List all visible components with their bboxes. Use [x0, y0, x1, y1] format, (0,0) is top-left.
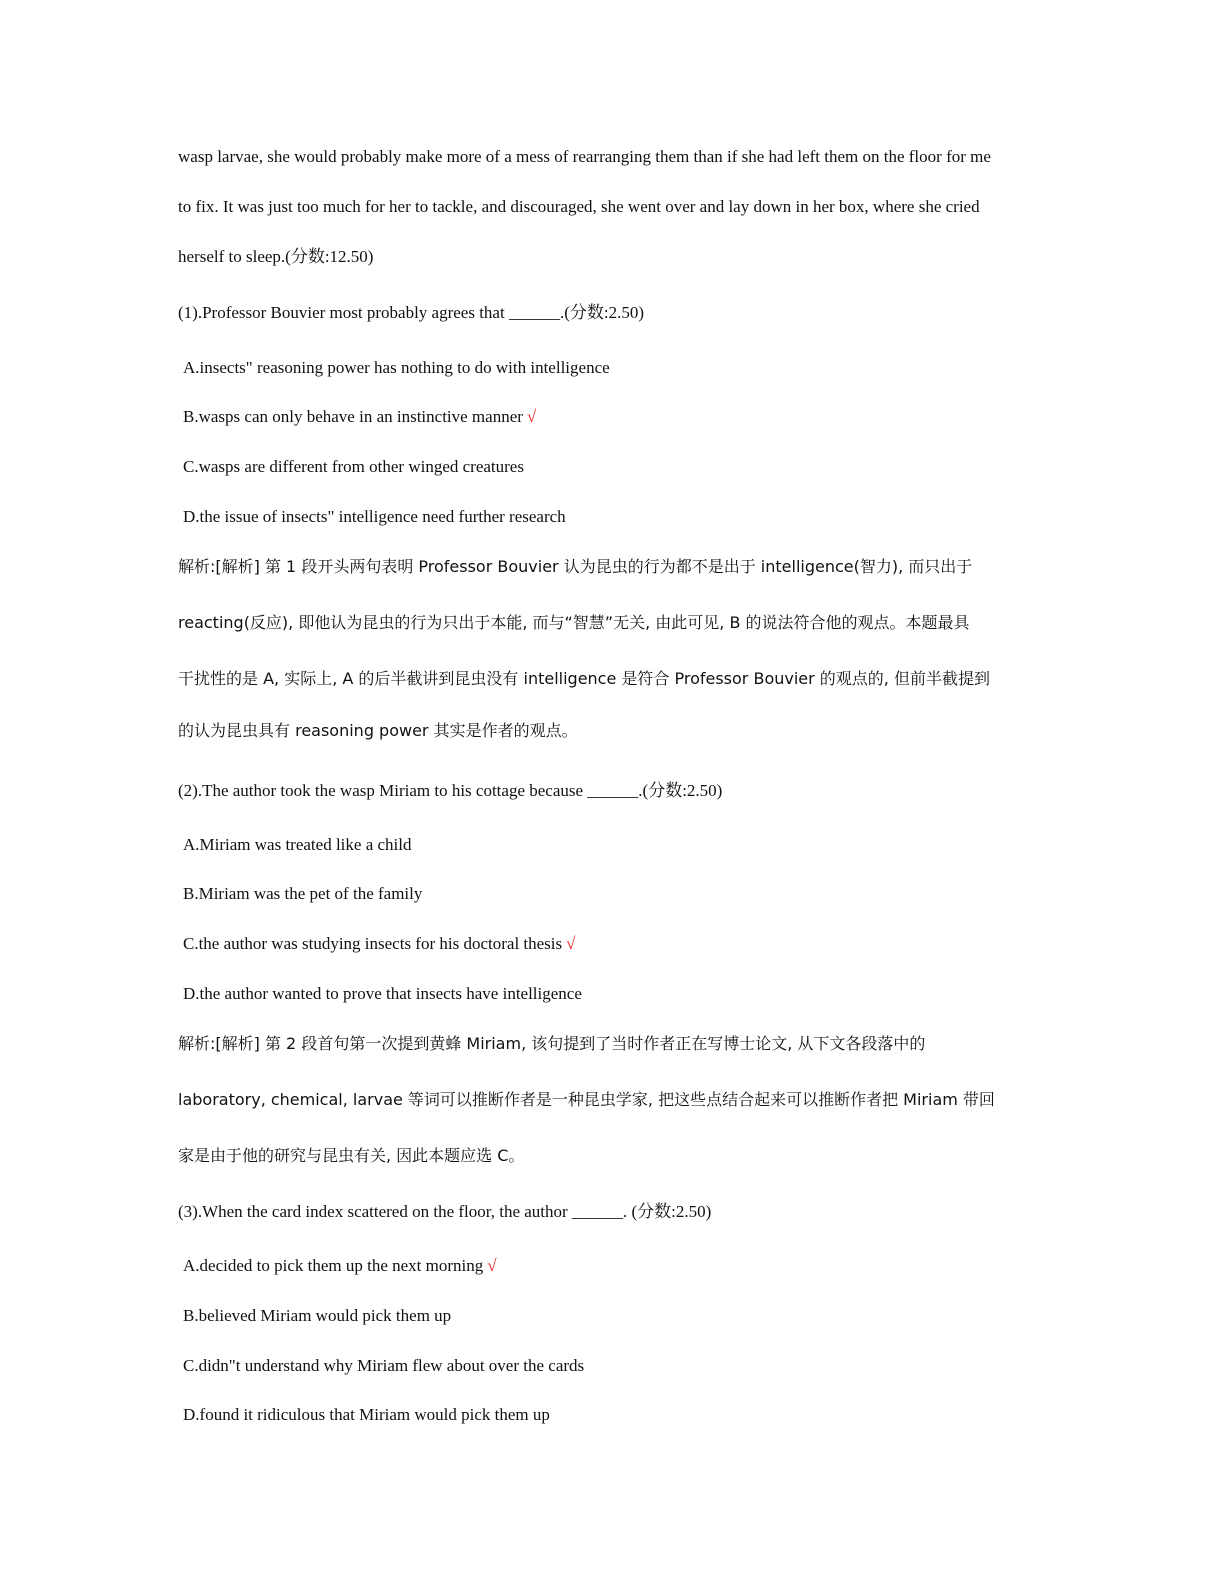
question-2-stem: (2).The author took the wasp Miriam to his cottage because ______.(分数:2.50)	[178, 781, 723, 800]
analysis-line: 家是由于他的研究与昆虫有关, 因此本题应选 C。	[178, 1146, 525, 1165]
option-2-c[interactable]: C.the author was studying insects for his doctoral thesis √	[183, 934, 576, 953]
option-2-d[interactable]: D.the author wanted to prove that insects have intelligence	[183, 984, 582, 1003]
question-3-stem: (3).When the card index scattered on the floor, the author ______. (分数:2.50)	[178, 1202, 712, 1221]
analysis-line: laboratory, chemical, larvae 等词可以推断作者是一种昆虫学家, 把这些点结合起来可以推断作者把 Miriam 带回	[178, 1090, 995, 1109]
option-2-a[interactable]: A.Miriam was treated like a child	[183, 835, 412, 854]
analysis-line: 的认为昆虫具有 reasoning power 其实是作者的观点。	[178, 721, 578, 740]
option-1-a[interactable]: A.insects" reasoning power has nothing to do with intelligence	[183, 358, 610, 377]
option-3-d[interactable]: D.found it ridiculous that Miriam would pick them up	[183, 1405, 550, 1424]
option-3-c[interactable]: C.didn"t understand why Miriam flew about over the cards	[183, 1356, 585, 1375]
option-2-b[interactable]: B.Miriam was the pet of the family	[183, 884, 423, 903]
correct-mark: √	[487, 1256, 497, 1275]
passage-line: to fix. It was just too much for her to tackle, and discouraged, she went over and lay down in her box, where she cried	[178, 197, 980, 216]
analysis-line: 解析:[解析] 第 1 段开头两句表明 Professor Bouvier 认为昆虫的行为都不是出于 intelligence(智力), 而只出于	[178, 557, 973, 576]
correct-mark: √	[526, 407, 537, 426]
passage-line: wasp larvae, she would probably make more of a mess of rearranging them than if she had left them on the floor for me	[178, 147, 991, 166]
option-1-b[interactable]: B.wasps can only behave in an instinctive manner √	[183, 407, 537, 426]
analysis-line: 干扰性的是 A, 实际上, A 的后半截讲到昆虫没有 intelligence 是符合 Professor Bouvier 的观点的, 但前半截提到	[178, 669, 990, 688]
option-3-b[interactable]: B.believed Miriam would pick them up	[183, 1306, 452, 1325]
option-1-c[interactable]: C.wasps are different from other winged creatures	[183, 457, 524, 476]
analysis-line: reacting(反应), 即他认为昆虫的行为只出于本能, 而与“智慧”无关, 由此可见, B 的说法符合他的观点。本题最具	[178, 613, 970, 632]
option-3-a[interactable]: A.decided to pick them up the next morning √	[183, 1256, 497, 1275]
correct-mark: √	[566, 934, 576, 953]
question-1-stem: (1).Professor Bouvier most probably agrees that ______.(分数:2.50)	[178, 303, 644, 322]
option-1-d[interactable]: D.the issue of insects" intelligence need further research	[183, 507, 566, 526]
analysis-line: 解析:[解析] 第 2 段首句第一次提到黄蜂 Miriam, 该句提到了当时作者正在写博士论文, 从下文各段落中的	[178, 1034, 926, 1053]
passage-line: herself to sleep.(分数:12.50)	[178, 247, 374, 266]
